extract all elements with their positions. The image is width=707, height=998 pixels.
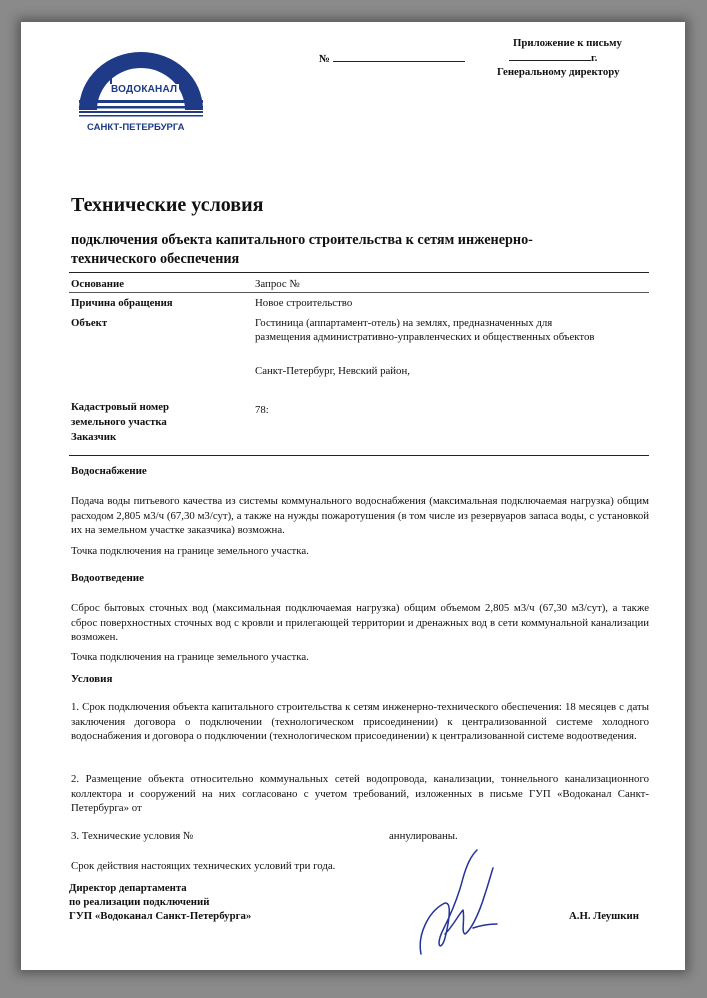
logo-arch-icon xyxy=(73,40,209,118)
number-label: № xyxy=(319,53,330,65)
number-blank xyxy=(333,52,465,62)
logo-name: ВОДОКАНАЛ xyxy=(111,84,178,95)
reason-value: Новое строительство xyxy=(255,297,353,309)
signer-name: А.Н. Леушкин xyxy=(569,910,639,922)
object-label: Объект xyxy=(71,317,108,329)
title-divider xyxy=(69,272,649,273)
document-page xyxy=(21,22,685,970)
water-supply-text: Подача воды питьевого качества из системы коммунального водоснабжения (максимальная подключаемая нагрузка) общим расходом 2,805 м3/ч (67,30 м3/сут), а также на нужды пожаротушения (в том числе из резервуаров запаса воды, с установкой их на земельном участке заказчика) возможна. xyxy=(71,495,649,536)
condition-2: 2. Размещение объекта относительно коммунальных сетей водопровода, канализации, тоннельного канализационного коллектора и сооружений на них согласовано с учетом требований, изложенных в письме ГУП «Водоканал Санкт-Петербурга» от xyxy=(71,773,649,814)
subtitle-line-2: технического обеспечения xyxy=(71,251,240,267)
date-suffix: г. xyxy=(591,52,598,64)
condition-3-status: аннулированы. xyxy=(389,830,458,842)
signer-position-2: по реализации подключений xyxy=(69,896,210,908)
subtitle-line-1: подключения объекта капитального строительства к сетям инженерно- xyxy=(71,232,533,248)
basis-label: Основание xyxy=(71,278,125,290)
logo-city: САНКТ-ПЕТЕРБУРГА xyxy=(87,122,185,133)
conditions-heading: Условия xyxy=(71,673,113,685)
basis-divider xyxy=(69,292,649,293)
customer-label: Заказчик xyxy=(71,431,117,443)
page-title: Технические условия xyxy=(71,194,264,216)
sewerage-point: Точка подключения на границе земельного участка. xyxy=(71,651,309,663)
vodokanal-logo xyxy=(73,40,209,140)
attachment-title: Приложение к письму xyxy=(513,37,622,49)
validity-text: Срок действия настоящих технических условий три года. xyxy=(71,860,336,872)
condition-3: 3. Технические условия № xyxy=(71,830,194,842)
recipient: Генеральному директору xyxy=(497,66,620,78)
date-blank xyxy=(509,51,591,61)
object-value: Гостиница (аппартамент-отель) на землях, предназначенных для размещения административно-управленческих и общественных объектов xyxy=(255,317,595,343)
condition-1: 1. Срок подключения объекта капитального строительства к сетям инженерно-технического обеспечения: 18 месяцев с даты заключения договора о подключении (технологическом присоединении) к централизованной системе холодного водоснабжения и договора о подключении (технологическом присоединении) к централизованной системе водоотведения. xyxy=(71,701,649,742)
info-divider xyxy=(69,455,649,456)
basis-value: Запрос № xyxy=(255,278,300,290)
letter-number xyxy=(319,52,465,67)
water-supply-point: Точка подключения на границе земельного участка. xyxy=(71,545,309,557)
handwritten-signature-icon xyxy=(407,834,507,964)
cadastral-value: 78: xyxy=(255,404,269,416)
attachment-date xyxy=(509,51,597,66)
cadastral-label-2: земельного участка xyxy=(71,416,167,428)
sewerage-text: Сброс бытовых сточных вод (максимальная подключаемая нагрузка) общим объемом 2,805 м3/ч (67,30 м3/сут), а также сброс поверхностных сточных вод с кровли и прилегающей территории и дренажных вод в сети коммунальной канализации возможен. xyxy=(71,602,649,643)
cadastral-label-1: Кадастровый номер xyxy=(71,401,170,413)
signer-position-3: ГУП «Водоканал Санкт-Петербурга» xyxy=(69,910,252,922)
sewerage-heading: Водоотведение xyxy=(71,572,145,584)
reason-label: Причина обращения xyxy=(71,297,173,309)
water-supply-heading: Водоснабжение xyxy=(71,465,147,477)
object-address: Санкт-Петербург, Невский район, xyxy=(255,365,410,377)
signer-position-1: Директор департамента xyxy=(69,882,187,894)
